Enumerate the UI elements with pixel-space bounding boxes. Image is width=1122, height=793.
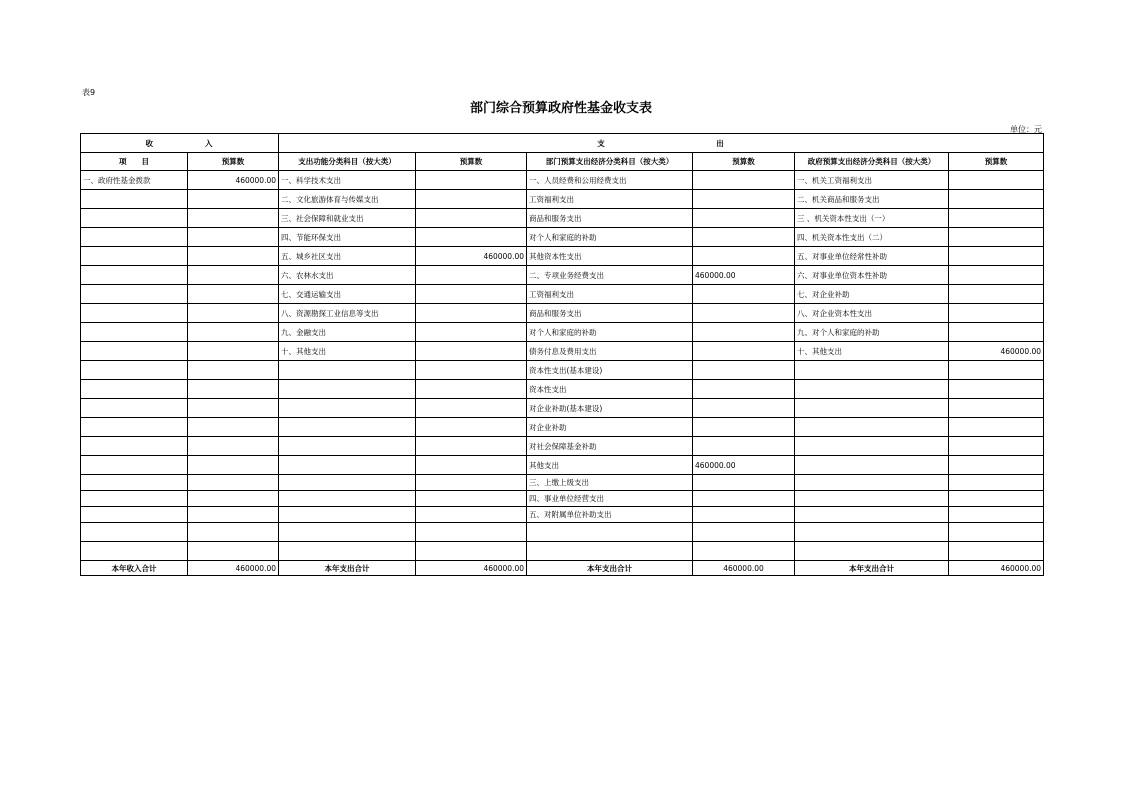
dept-item-cell: 资本性支出 <box>527 380 693 399</box>
gov-item-cell <box>795 542 949 561</box>
dept-budget-cell <box>693 437 795 456</box>
dept-budget-cell <box>693 491 795 507</box>
dept-item-cell <box>527 542 693 561</box>
income-item-cell <box>81 285 188 304</box>
income-budget-cell <box>188 361 279 380</box>
income-budget-cell <box>188 507 279 523</box>
table-row <box>81 491 1044 507</box>
income-item-cell <box>81 247 188 266</box>
table-row <box>81 285 1044 304</box>
func-item-cell <box>279 456 416 475</box>
table-row <box>81 523 1044 542</box>
func-budget-cell <box>416 228 527 247</box>
gov-budget-cell <box>949 323 1044 342</box>
table-row <box>81 380 1044 399</box>
gov-item-cell <box>795 523 949 542</box>
dept-budget-cell <box>693 399 795 418</box>
func-budget-cell <box>416 380 527 399</box>
income-budget-cell <box>188 380 279 399</box>
dept-item-cell: 工资福利支出 <box>527 190 693 209</box>
dept-item-cell: 二、专项业务经费支出 <box>527 266 693 285</box>
func-budget-cell <box>416 209 527 228</box>
table-row <box>81 171 1044 190</box>
gov-item-cell: 三 、机关资本性支出（一） <box>795 209 949 228</box>
income-budget-cell <box>188 266 279 285</box>
col-header-func-budget: 预算数 <box>416 153 527 171</box>
dept-item-cell: 一、人员经费和公用经费支出 <box>527 171 693 190</box>
dept-budget-cell <box>693 190 795 209</box>
gov-budget-cell <box>949 171 1044 190</box>
func-item-cell <box>279 542 416 561</box>
table-number-label: 表9 <box>82 88 96 97</box>
func-item-cell: 一、科学技术支出 <box>279 171 416 190</box>
header-row-section <box>81 134 1044 153</box>
gov-item-cell <box>795 361 949 380</box>
dept-item-cell: 对个人和家庭的补助 <box>527 323 693 342</box>
gov-item-cell: 一、机关工资福利支出 <box>795 171 949 190</box>
income-item-cell <box>81 523 188 542</box>
gov-item-cell <box>795 418 949 437</box>
dept-budget-cell <box>693 285 795 304</box>
income-item-cell <box>81 190 188 209</box>
gov-item-cell: 五、对事业单位经常性补助 <box>795 247 949 266</box>
dept-item-cell: 对企业补助 <box>527 418 693 437</box>
gov-budget-cell <box>949 228 1044 247</box>
income-item-cell <box>81 456 188 475</box>
dept-item-cell <box>527 523 693 542</box>
gov-budget-cell <box>949 542 1044 561</box>
gov-budget-cell <box>949 456 1044 475</box>
table-row <box>81 418 1044 437</box>
func-budget-cell <box>416 361 527 380</box>
income-item-cell <box>81 507 188 523</box>
income-item-cell <box>81 475 188 491</box>
dept-budget-cell <box>693 418 795 437</box>
col-header-dept-budget: 预算数 <box>693 153 795 171</box>
func-item-cell <box>279 361 416 380</box>
income-budget-cell <box>188 323 279 342</box>
gov-budget-cell <box>949 361 1044 380</box>
func-item-cell <box>279 507 416 523</box>
gov-item-cell <box>795 456 949 475</box>
gov-item-cell <box>795 507 949 523</box>
col-header-gov-budget: 预算数 <box>949 153 1044 171</box>
table-row <box>81 266 1044 285</box>
dept-item-cell: 商品和服务支出 <box>527 304 693 323</box>
col-header-gov-econ: 政府预算支出经济分类科目（按大类） <box>795 153 949 171</box>
func-budget-cell <box>416 323 527 342</box>
gov-budget-cell <box>949 418 1044 437</box>
gov-item-cell: 六、对事业单位资本性补助 <box>795 266 949 285</box>
dept-item-cell: 四、事业单位经营支出 <box>527 491 693 507</box>
table-row <box>81 437 1044 456</box>
dept-budget-cell <box>693 171 795 190</box>
table-row <box>81 475 1044 491</box>
page-title: 部门综合预算政府性基金收支表 <box>469 101 652 116</box>
func-item-cell: 五、城乡社区支出 <box>279 247 416 266</box>
dept-item-cell: 工资福利支出 <box>527 285 693 304</box>
gov-total-label: 本年支出合计 <box>795 561 949 576</box>
dept-budget-cell: 460000.00 <box>693 456 795 475</box>
func-item-cell <box>279 380 416 399</box>
gov-item-cell: 四、机关资本性支出（二） <box>795 228 949 247</box>
income-section-header: 收 入 <box>81 134 279 153</box>
table-row <box>81 190 1044 209</box>
dept-budget-cell <box>693 247 795 266</box>
totals-row <box>81 561 1044 576</box>
table-row <box>81 304 1044 323</box>
gov-budget-cell <box>949 190 1044 209</box>
income-budget-cell <box>188 542 279 561</box>
gov-budget-cell <box>949 437 1044 456</box>
func-budget-cell <box>416 304 527 323</box>
dept-budget-cell <box>693 342 795 361</box>
dept-item-cell: 商品和服务支出 <box>527 209 693 228</box>
budget-table <box>80 133 1044 576</box>
func-budget-cell <box>416 523 527 542</box>
func-budget-cell <box>416 507 527 523</box>
income-item-cell <box>81 399 188 418</box>
dept-item-cell: 三、上缴上级支出 <box>527 475 693 491</box>
income-budget-cell <box>188 190 279 209</box>
col-header-item: 项 目 <box>81 153 188 171</box>
dept-budget-cell <box>693 209 795 228</box>
income-budget-cell <box>188 342 279 361</box>
income-item-cell <box>81 342 188 361</box>
gov-budget-cell <box>949 304 1044 323</box>
dept-item-cell: 五、对附属单位补助支出 <box>527 507 693 523</box>
table-row <box>81 209 1044 228</box>
gov-budget-cell <box>949 380 1044 399</box>
func-budget-cell <box>416 418 527 437</box>
gov-budget-cell <box>949 247 1044 266</box>
func-item-cell: 九、金融支出 <box>279 323 416 342</box>
income-item-cell <box>81 437 188 456</box>
gov-item-cell <box>795 437 949 456</box>
gov-budget-cell <box>949 507 1044 523</box>
func-item-cell <box>279 418 416 437</box>
func-item-cell: 二、文化旅游体育与传媒支出 <box>279 190 416 209</box>
dept-budget-cell <box>693 542 795 561</box>
dept-item-cell: 对企业补助(基本建设) <box>527 399 693 418</box>
dept-budget-cell <box>693 361 795 380</box>
func-budget-cell <box>416 437 527 456</box>
gov-item-cell: 二、机关商品和服务支出 <box>795 190 949 209</box>
table-row <box>81 247 1044 266</box>
table-row <box>81 507 1044 523</box>
func-budget-cell <box>416 399 527 418</box>
func-budget-cell: 460000.00 <box>416 247 527 266</box>
income-budget-cell <box>188 304 279 323</box>
income-budget-cell <box>188 228 279 247</box>
income-budget-cell <box>188 285 279 304</box>
dept-budget-cell: 460000.00 <box>693 266 795 285</box>
income-item-cell <box>81 209 188 228</box>
income-budget-cell <box>188 247 279 266</box>
dept-budget-cell <box>693 323 795 342</box>
func-budget-cell <box>416 190 527 209</box>
dept-budget-cell <box>693 507 795 523</box>
gov-budget-cell <box>949 399 1044 418</box>
func-item-cell: 七、交通运输支出 <box>279 285 416 304</box>
income-budget-cell <box>188 399 279 418</box>
table-row <box>81 361 1044 380</box>
income-budget-cell <box>188 418 279 437</box>
income-budget-cell <box>188 456 279 475</box>
dept-budget-cell <box>693 304 795 323</box>
income-item-cell <box>81 380 188 399</box>
income-item-cell <box>81 542 188 561</box>
func-item-cell: 十、其他支出 <box>279 342 416 361</box>
table-row <box>81 342 1044 361</box>
gov-item-cell: 七、对企业补助 <box>795 285 949 304</box>
gov-budget-cell: 460000.00 <box>949 342 1044 361</box>
col-header-func: 支出功能分类科目（按大类） <box>279 153 416 171</box>
income-item-cell: 一、政府性基金拨款 <box>81 171 188 190</box>
func-budget-cell <box>416 171 527 190</box>
gov-item-cell <box>795 491 949 507</box>
table-row <box>81 323 1044 342</box>
gov-budget-cell <box>949 523 1044 542</box>
income-budget-cell <box>188 475 279 491</box>
func-item-cell <box>279 523 416 542</box>
dept-item-cell: 对个人和家庭的补助 <box>527 228 693 247</box>
gov-budget-cell <box>949 266 1044 285</box>
table-row <box>81 228 1044 247</box>
col-header-dept-econ: 部门预算支出经济分类科目（按大类） <box>527 153 693 171</box>
income-item-cell <box>81 361 188 380</box>
dept-item-cell: 其他支出 <box>527 456 693 475</box>
func-item-cell <box>279 437 416 456</box>
func-item-cell: 三、社会保障和就业支出 <box>279 209 416 228</box>
func-budget-cell <box>416 475 527 491</box>
dept-item-cell: 其他资本性支出 <box>527 247 693 266</box>
func-total-amount: 460000.00 <box>416 561 527 576</box>
dept-total-label: 本年支出合计 <box>527 561 693 576</box>
income-item-cell <box>81 491 188 507</box>
gov-budget-cell <box>949 209 1044 228</box>
income-item-cell <box>81 323 188 342</box>
gov-item-cell: 九、对个人和家庭的补助 <box>795 323 949 342</box>
func-budget-cell <box>416 266 527 285</box>
dept-budget-cell <box>693 228 795 247</box>
gov-item-cell <box>795 475 949 491</box>
income-budget-cell <box>188 437 279 456</box>
func-item-cell: 八、资源勘探工业信息等支出 <box>279 304 416 323</box>
func-item-cell <box>279 475 416 491</box>
func-item-cell: 六、农林水支出 <box>279 266 416 285</box>
dept-budget-cell <box>693 475 795 491</box>
func-item-cell: 四、节能环保支出 <box>279 228 416 247</box>
dept-item-cell: 资本性支出(基本建设) <box>527 361 693 380</box>
gov-item-cell <box>795 380 949 399</box>
table-row <box>81 456 1044 475</box>
income-budget-cell <box>188 209 279 228</box>
dept-total-amount: 460000.00 <box>693 561 795 576</box>
gov-item-cell: 八、对企业资本性支出 <box>795 304 949 323</box>
income-budget-cell <box>188 523 279 542</box>
gov-budget-cell <box>949 475 1044 491</box>
func-item-cell <box>279 399 416 418</box>
dept-item-cell: 对社会保障基金补助 <box>527 437 693 456</box>
income-budget-cell: 460000.00 <box>188 171 279 190</box>
func-budget-cell <box>416 456 527 475</box>
table-row <box>81 542 1044 561</box>
func-budget-cell <box>416 542 527 561</box>
func-total-label: 本年支出合计 <box>279 561 416 576</box>
income-budget-cell <box>188 491 279 507</box>
dept-budget-cell <box>693 380 795 399</box>
income-item-cell <box>81 418 188 437</box>
gov-total-amount: 460000.00 <box>949 561 1044 576</box>
gov-item-cell: 十、其他支出 <box>795 342 949 361</box>
dept-item-cell: 债务付息及费用支出 <box>527 342 693 361</box>
func-item-cell <box>279 491 416 507</box>
table-row <box>81 399 1044 418</box>
func-budget-cell <box>416 491 527 507</box>
func-budget-cell <box>416 342 527 361</box>
header-row-columns <box>81 153 1044 171</box>
income-item-cell <box>81 304 188 323</box>
income-total-label: 本年收入合计 <box>81 561 188 576</box>
income-item-cell <box>81 266 188 285</box>
gov-budget-cell <box>949 285 1044 304</box>
unit-label: 单位：元 <box>1010 125 1042 134</box>
expense-section-header: 支 出 <box>279 134 1044 153</box>
col-header-budget: 预算数 <box>188 153 279 171</box>
income-item-cell <box>81 228 188 247</box>
dept-budget-cell <box>693 523 795 542</box>
func-budget-cell <box>416 285 527 304</box>
gov-budget-cell <box>949 491 1044 507</box>
gov-item-cell <box>795 399 949 418</box>
income-total-amount: 460000.00 <box>188 561 279 576</box>
